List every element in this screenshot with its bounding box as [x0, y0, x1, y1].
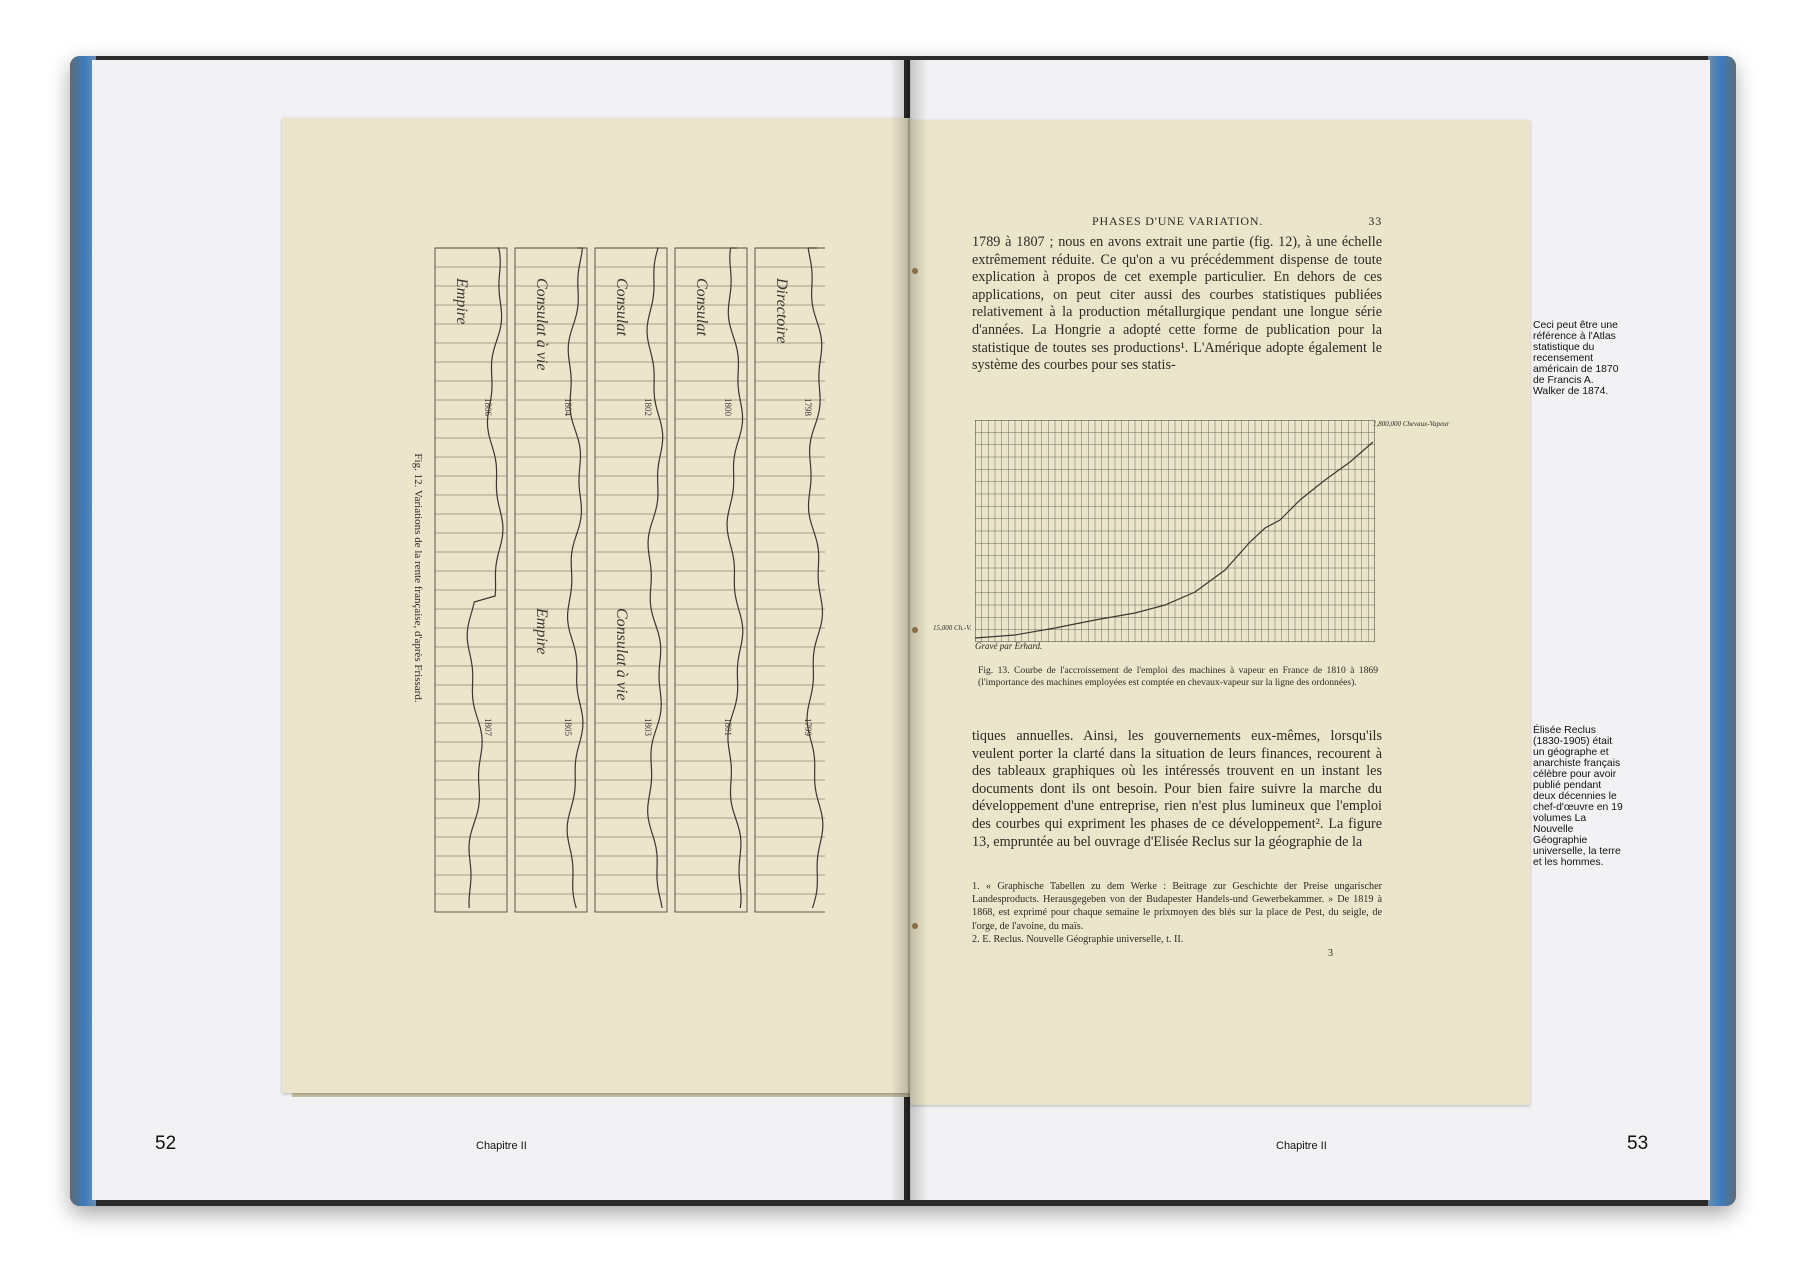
engraver-credit: Gravé par Erhard. — [975, 641, 1043, 651]
column-year-top: 1798 — [803, 398, 813, 416]
binding-hole — [912, 268, 918, 274]
chart-curve — [567, 248, 583, 908]
chapter-label-left: Chapitre II — [476, 1140, 527, 1152]
chart-label-left: 15,000 Ch.-V. — [933, 624, 972, 632]
column-label-secondary: Empire — [533, 608, 550, 655]
chart-curve — [647, 248, 663, 908]
fig12-caption: Fig. 12. Variations de la rente française, d'après Frissard. — [412, 453, 424, 703]
book-cover-edge-right — [1708, 56, 1736, 1206]
column-label: Empire — [453, 278, 470, 325]
footnote-2: 2. E. Reclus. Nouvelle Géographie universelle, t. II. — [972, 933, 1184, 945]
column-label: Consulat à vie — [533, 278, 550, 371]
column-year-top: 1800 — [723, 398, 733, 416]
chart-column-frame — [435, 248, 507, 912]
column-year-bottom: 1799 — [803, 718, 813, 736]
side-note-2: Élisée Reclus (1830-1905) était un géographe et anarchiste français célèbre pour avoir publié pendant deux décennies le chef-d'œuvre en 19 volumes La Nouvelle Géographie universelle, la terre et les hommes. — [1533, 725, 1623, 868]
running-head-title: PHASES D'UNE VARIATION. — [1092, 214, 1264, 228]
chart-curve — [727, 248, 743, 908]
chart-label-top: 1,800,000 Chevaux-Vapeur — [1373, 420, 1450, 428]
column-year-bottom: 1801 — [723, 718, 733, 736]
column-label: Consulat — [693, 278, 710, 336]
chart-curve — [467, 248, 503, 908]
page-number-left: 52 — [155, 1133, 177, 1154]
column-year-bottom: 1805 — [563, 718, 573, 736]
footnotes — [972, 880, 1382, 946]
column-label-secondary: Consulat à vie — [613, 608, 630, 701]
column-year-top: 1806 — [483, 398, 493, 416]
chart-curve — [975, 442, 1373, 638]
scan-page-number: 33 — [1368, 214, 1382, 228]
binding-hole — [912, 923, 918, 929]
chart-column-frame — [515, 248, 587, 912]
chart-column-frame — [595, 248, 667, 912]
book-gutter — [890, 60, 928, 1200]
column-year-top: 1802 — [643, 398, 653, 416]
fig12-chart — [425, 236, 825, 922]
column-label: Consulat — [613, 278, 630, 336]
fig13-caption: Fig. 13. Courbe de l'accroissement de l'emploi des machines à vapeur en France de 1810 à 1869 (l'importance des machines employées est comptée en chevaux-vapeur sur la ligne des ordonnées). — [978, 665, 1378, 688]
paragraph-1: 1789 à 1807 ; nous en avons extrait une partie (fig. 12), à une échelle extrêmement réduite. Ce qu'on a vu précédemment dispense de toute explication à propos de cet exemple particulier. En dehors de ces applications, on peut citer aussi des courbes statistiques publiées relativement à la production métallurgique pendant une longue série d'années. La Hongrie a adopté cette forme de publication pour la statistique de toutes ses productions¹. L'Amérique adopte également le système des courbes pour ses statis- — [972, 234, 1382, 374]
footnote-1: 1. « Graphische Tabellen zu dem Werke : Beitrage zur Geschichte der Preise ungarischer Landesproducts. Herausgegeben von der Budapester Handels-und Gewerbekammer. » De 1819 à 1868, est exprimé pour chaque semaine le prixmoyen des blés sur la place de Pest, du seigle, de l'orge, de l'avoine, du maïs. — [972, 881, 1382, 932]
binding-hole — [912, 627, 918, 633]
chart-column-frame — [755, 248, 825, 912]
chart-curve — [807, 248, 823, 908]
signature-mark: 3 — [1328, 948, 1333, 959]
column-year-top: 1804 — [563, 398, 573, 416]
column-label: Directoire — [773, 278, 790, 344]
fig13-chart — [975, 420, 1375, 642]
column-year-bottom: 1807 — [483, 718, 493, 736]
page-number-right: 53 — [1627, 1133, 1649, 1154]
side-note-1: Ceci peut être une référence à l'Atlas statistique du recensement américain de 1870 de Francis A. Walker de 1874. — [1533, 320, 1619, 397]
paragraph-2: tiques annuelles. Ainsi, les gouvernements eux-mêmes, lorsqu'ils veulent porter la clarté dans la situation de leurs finances, recourent à des tableaux graphiques où les intéressés trouvent en un instant les documents dont ils ont besoin. Pour bien faire suivre la marche du développement d'une entreprise, rien n'est plus lumineux que l'emploi des courbes qui expriment les phases de ce développement². La figure 13, empruntée au bel ouvrage d'Elisée Reclus sur la géographie de la — [972, 728, 1382, 850]
column-year-bottom: 1803 — [643, 718, 653, 736]
chapter-label-right: Chapitre II — [1276, 1140, 1327, 1152]
